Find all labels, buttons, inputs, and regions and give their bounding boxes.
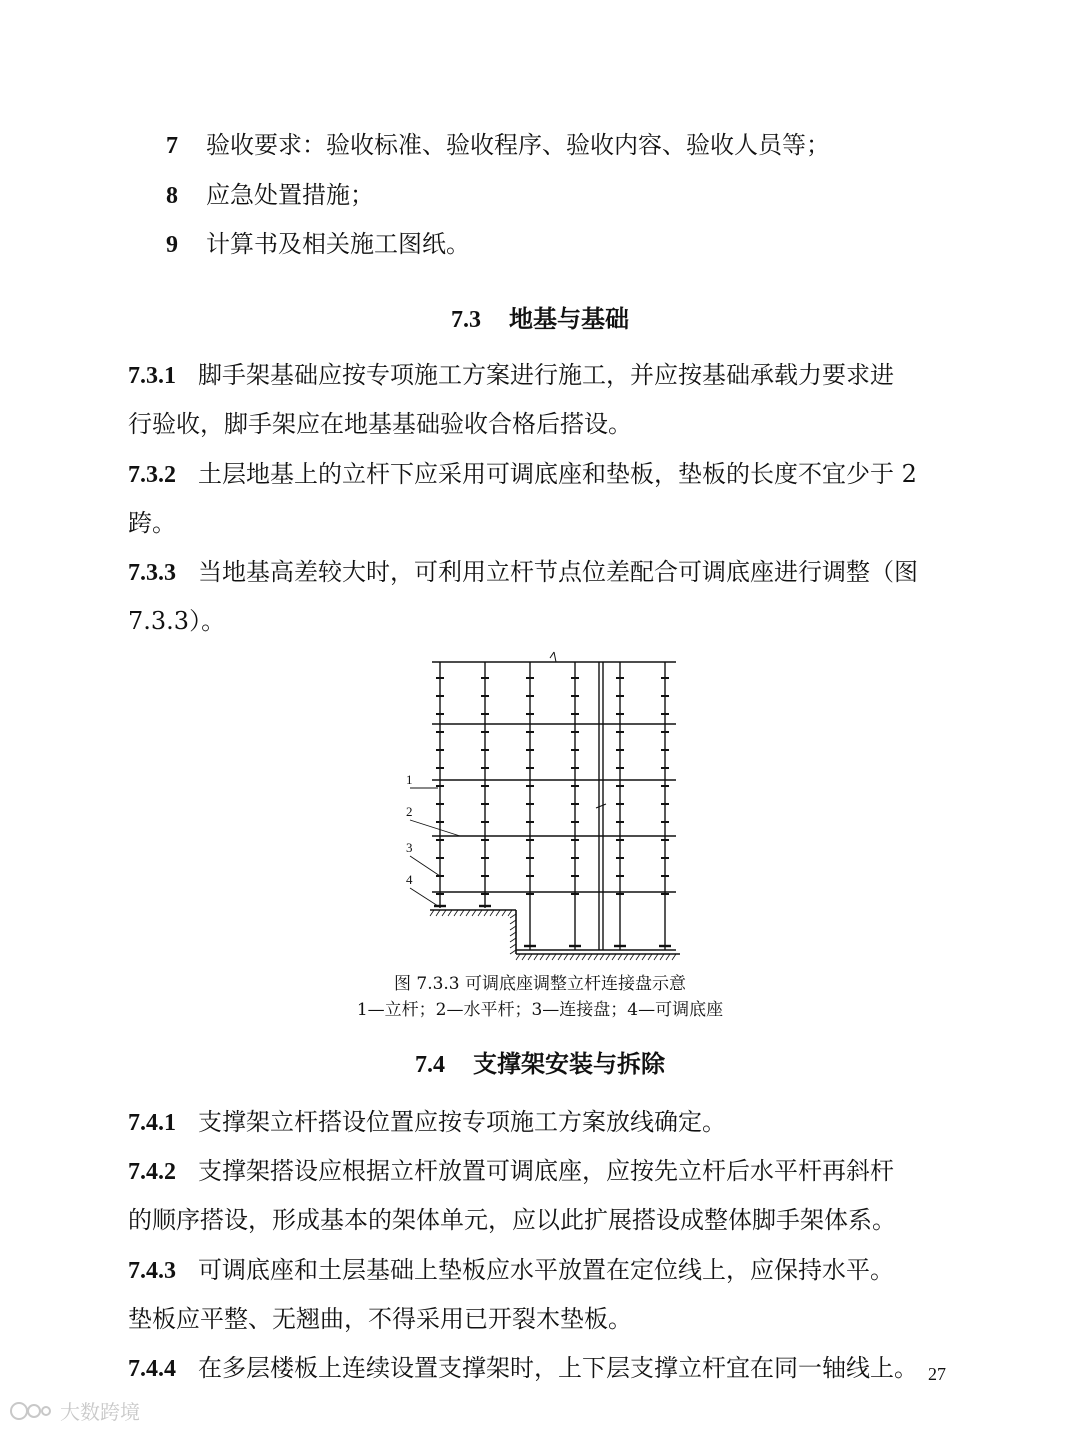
ground-hatch (612, 954, 616, 960)
clause-7-3-3-cont: 7.3.3）。 (128, 607, 226, 635)
figure-label-4: 4 (406, 872, 413, 887)
ground-hatch (630, 954, 634, 960)
ground-hatch (510, 944, 516, 948)
ground-hatch (466, 910, 470, 916)
section-heading-7-4: 7.4 支撑架安装与拆除 (415, 1049, 665, 1078)
figure-label-1: 1 (406, 772, 413, 787)
ground-hatch (522, 954, 526, 960)
ground-hatch (564, 954, 568, 960)
ground-hatch (546, 954, 550, 960)
page-number: 27 (928, 1364, 946, 1384)
ground-hatch (582, 954, 586, 960)
figure-legend: 1—立杆；2—水平杆；3—连接盘；4—可调底座 (356, 1000, 724, 1020)
clause-7-3-1: 7.3.1 脚手架基础应按专项施工方案进行施工，并应按基础承载力要求进 (128, 361, 894, 389)
ground-hatch (654, 954, 658, 960)
clause-7-3-1-cont: 行验收，脚手架应在地基基础验收合格后搭设。 (128, 410, 632, 438)
ground-hatch (570, 954, 574, 960)
ground-hatch (600, 954, 604, 960)
break-mark (550, 652, 554, 658)
leader-line (410, 888, 438, 906)
section-heading-7-3: 7.3 地基与基础 (451, 304, 629, 333)
clause-7-4-2-cont: 的顺序搭设，形成基本的架体单元，应以此扩展搭设成整体脚手架体系。 (128, 1206, 896, 1234)
ground-hatch (642, 954, 646, 960)
ground-hatch (436, 910, 440, 916)
ground-hatch (484, 910, 488, 916)
ground-hatch (672, 954, 676, 960)
ground-hatch (528, 954, 532, 960)
ground-hatch (510, 926, 516, 930)
ground-hatch (516, 954, 520, 960)
ground-hatch (502, 910, 506, 916)
figure-label-3: 3 (406, 840, 413, 855)
ground-hatch (618, 954, 622, 960)
ground-hatch (508, 910, 512, 916)
clause-7-3-3: 7.3.3 当地基高差较大时，可利用立杆节点位差配合可调底座进行调整（图 (128, 558, 918, 586)
ground-hatch (472, 910, 476, 916)
ground-hatch (606, 954, 610, 960)
ground-hatch (576, 954, 580, 960)
ground-hatch (636, 954, 640, 960)
scaffold-diagram (380, 648, 700, 968)
clause-7-4-3: 7.4.3 可调底座和土层基础上垫板应水平放置在定位线上，应保持水平。 (128, 1256, 894, 1284)
ground-hatch (430, 910, 434, 916)
ground-hatch (552, 954, 556, 960)
figure-label-2: 2 (406, 804, 413, 819)
ground-hatch (588, 954, 592, 960)
ground-hatch (558, 954, 562, 960)
ground-hatch (624, 954, 628, 960)
clause-7-4-4: 7.4.4 在多层楼板上连续设置支撑架时，上下层支撑立杆宜在同一轴线上。 (128, 1354, 918, 1382)
clause-7-3-2-cont: 跨。 (128, 509, 176, 537)
ground-hatch (460, 910, 464, 916)
clause-7-4-1: 7.4.1 支撑架立杆搭设位置应按专项施工方案放线确定。 (128, 1108, 726, 1136)
ground-hatch (666, 954, 670, 960)
clause-7-4-2: 7.4.2 支撑架搭设应根据立杆放置可调底座，应按先立杆后水平杆再斜杆 (128, 1157, 894, 1185)
clause-7-4-3-cont: 垫板应平整、无翘曲，不得采用已开裂木垫板。 (128, 1305, 632, 1333)
ground-hatch (510, 938, 516, 942)
watermark: 大数跨境 (8, 1396, 140, 1425)
list-item-7: 7 验收要求：验收标准、验收程序、验收内容、验收人员等； (166, 131, 830, 159)
break-mark (596, 804, 606, 808)
figure-caption: 图 7.3.3 可调底座调整立杆连接盘示意 (393, 974, 687, 994)
ground-hatch (540, 954, 544, 960)
leader-line (410, 856, 440, 876)
ground-hatch (496, 910, 500, 916)
ground-hatch (490, 910, 494, 916)
ground-hatch (510, 950, 516, 954)
ground-hatch (442, 910, 446, 916)
ground-hatch (448, 910, 452, 916)
break-mark (554, 652, 556, 662)
ground-hatch (660, 954, 664, 960)
list-item-9: 9 计算书及相关施工图纸。 (166, 230, 470, 258)
watermark-logo-icon (8, 1400, 54, 1422)
ground-hatch (534, 954, 538, 960)
ground-hatch (510, 914, 516, 918)
list-item-8: 8 应急处置措施； (166, 181, 374, 209)
ground-hatch (510, 932, 516, 936)
leader-line (410, 820, 460, 836)
ground-hatch (510, 920, 516, 924)
ground-hatch (478, 910, 482, 916)
ground-hatch (648, 954, 652, 960)
ground-hatch (594, 954, 598, 960)
clause-7-3-2: 7.3.2 土层地基上的立杆下应采用可调底座和垫板，垫板的长度不宜少于 2 (128, 460, 917, 488)
ground-hatch (454, 910, 458, 916)
